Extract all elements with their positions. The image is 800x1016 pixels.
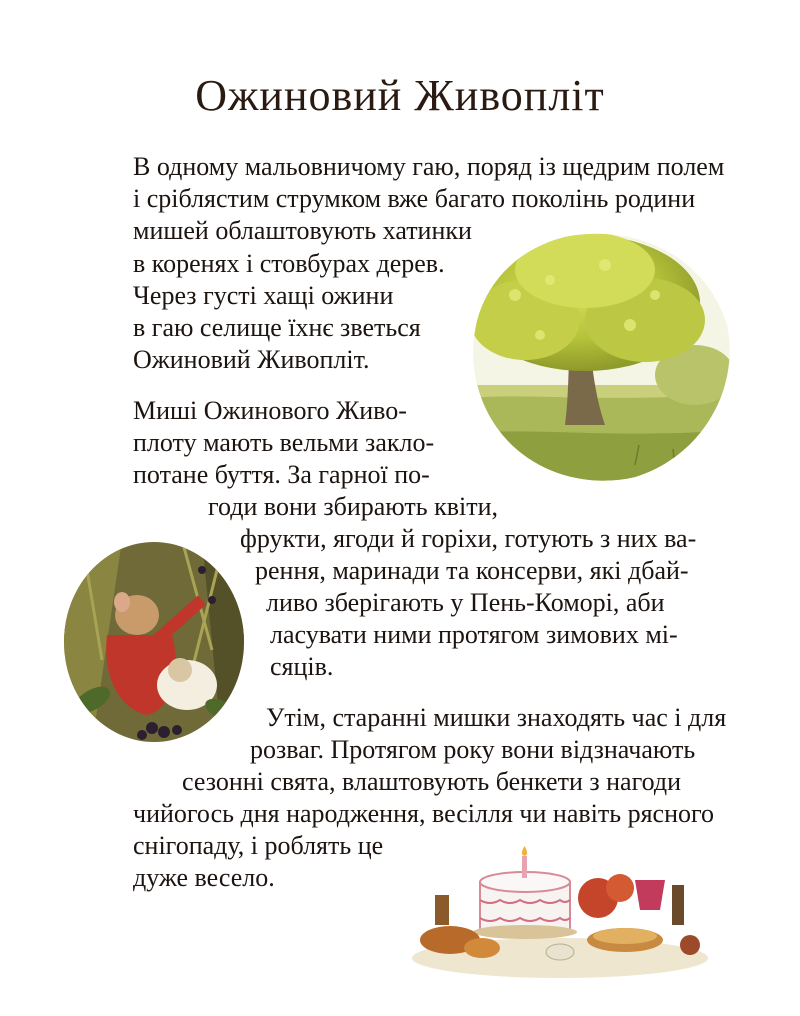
page-title: Ожиновий Живопліт (195, 71, 605, 120)
paragraph-1-line-1: В одному мальовничому гаю, поряд із щедрим полем (133, 152, 725, 181)
paragraph-2-line-1: Миші Ожинового Живо- (133, 396, 407, 425)
paragraph-3-line-3: сезонні свята, влаштовують бенкети з нагоди (182, 767, 681, 796)
paragraph-3-line-4: чийогось дня народження, весілля чи навіть рясного (133, 799, 715, 828)
paragraph-1-line-7: Ожиновий Живопліт. (133, 345, 370, 374)
paragraph-3-line-6: дуже весело. (133, 863, 275, 892)
paragraph-2-line-4: годи вони збирають квіти, (208, 492, 498, 521)
paragraph-1-line-4: в коренях і стовбурах дерев. (133, 249, 445, 278)
paragraph-2-line-2: плоту мають вельми закло- (133, 428, 435, 457)
paragraph-1-line-2: і сріблястим струмком вже багато поколінь родини (133, 184, 696, 213)
paragraph-2-line-6: рення, маринади та консерви, які дбай- (255, 556, 689, 585)
paragraph-2-line-8: ласувати ними протягом зимових мі- (270, 620, 678, 649)
paragraph-1-line-6: в гаю селище їхнє зветься (133, 313, 421, 342)
paragraph-2-line-9: сяців. (270, 652, 334, 681)
birthday-feast-table-illustration (410, 840, 710, 980)
oak-tree-illustration (455, 225, 735, 485)
paragraph-2-line-5: фрукти, ягоди й горіхи, готують з них ва- (240, 524, 697, 553)
mouse-picking-blackberries-illustration (62, 540, 247, 745)
paragraph-1-line-3: мишей облаштовують хатинки (133, 216, 472, 245)
paragraph-1-line-5: Через густі хащі ожини (133, 281, 394, 310)
paragraph-2-line-3: потане буття. За гарної по- (133, 460, 430, 489)
paragraph-3-line-5: снігопаду, і роблять це (133, 831, 384, 860)
paragraph-3-line-1: Утім, старанні мишки знаходять час і для (266, 703, 727, 732)
paragraph-3-line-2: розваг. Протягом року вони відзначають (250, 735, 696, 764)
paragraph-2-line-7: ливо зберігають у Пень-Коморі, аби (266, 588, 665, 617)
